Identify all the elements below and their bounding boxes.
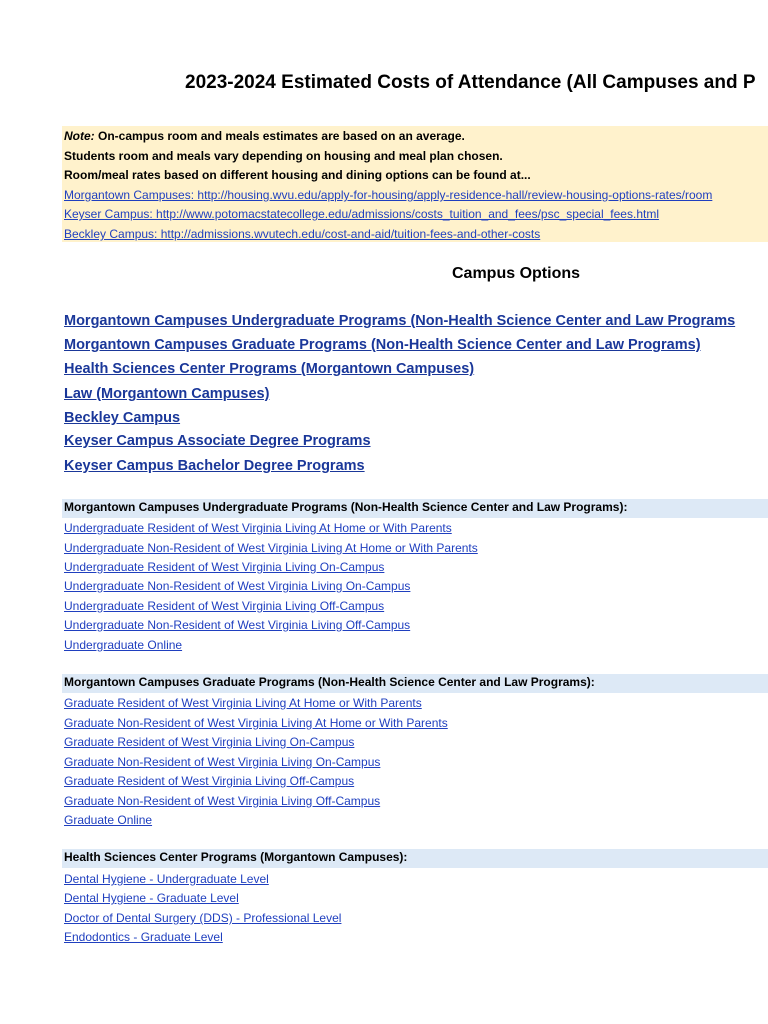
list-item[interactable]: Graduate Resident of West Virginia Living At Home or With Parents xyxy=(64,696,422,710)
morgantown-housing-link[interactable]: Morgantown Campuses: http://housing.wvu.edu/apply-for-housing/apply-residence-hall/review-housing-options-rates/room xyxy=(64,188,713,202)
section-header-undergrad xyxy=(62,499,768,518)
list-item[interactable]: Graduate Non-Resident of West Virginia Living Off-Campus xyxy=(64,794,381,808)
beckley-costs-link[interactable]: Beckley Campus: http://admissions.wvutech.edu/cost-and-aid/tuition-fees-and-other-costs xyxy=(64,227,541,241)
page-title: 2023-2024 Estimated Costs of Attendance (All Campuses and P xyxy=(185,72,756,93)
list-item[interactable]: Graduate Online xyxy=(64,813,153,827)
list-item[interactable]: Graduate Resident of West Virginia Living On-Campus xyxy=(64,735,355,749)
list-item[interactable]: Graduate Non-Resident of West Virginia Living At Home or With Parents xyxy=(64,716,448,730)
note-line-1 xyxy=(64,128,465,144)
list-item[interactable]: Undergraduate Non-Resident of West Virginia Living On-Campus xyxy=(64,579,411,593)
section-title: Morgantown Campuses Graduate Programs (Non-Health Science Center and Law Programs): xyxy=(64,675,595,689)
section-title: Morgantown Campuses Undergraduate Programs (Non-Health Science Center and Law Programs): xyxy=(64,500,628,514)
list-item[interactable]: Graduate Resident of West Virginia Living Off-Campus xyxy=(64,774,355,788)
campus-link-keyser-bachelor[interactable]: Keyser Campus Bachelor Degree Programs xyxy=(64,458,365,474)
note-line-3: Room/meal rates based on different housing and dining options can be found at... xyxy=(64,168,531,182)
campus-link-morgantown-undergrad[interactable]: Morgantown Campuses Undergraduate Programs (Non-Health Science Center and Law Programs xyxy=(64,313,736,329)
note-line-2: Students room and meals vary depending on housing and meal plan chosen. xyxy=(64,149,503,163)
note-label: Note: xyxy=(64,129,95,143)
list-item[interactable]: Undergraduate Resident of West Virginia Living At Home or With Parents xyxy=(64,521,452,535)
list-item[interactable]: Endodontics - Graduate Level xyxy=(64,930,223,944)
section-header-health-sciences xyxy=(62,849,768,868)
campus-link-law[interactable]: Law (Morgantown Campuses) xyxy=(64,386,270,402)
list-item[interactable]: Dental Hygiene - Undergraduate Level xyxy=(64,872,269,886)
note-text-1: On-campus room and meals estimates are based on an average. xyxy=(98,129,465,143)
campus-options-heading: Campus Options xyxy=(452,265,581,282)
campus-link-health-sciences[interactable]: Health Sciences Center Programs (Morgantown Campuses) xyxy=(64,361,475,377)
campus-link-beckley[interactable]: Beckley Campus xyxy=(64,410,181,426)
list-item[interactable]: Undergraduate Non-Resident of West Virginia Living At Home or With Parents xyxy=(64,541,478,555)
section-header-grad xyxy=(62,674,768,693)
campus-link-morgantown-grad[interactable]: Morgantown Campuses Graduate Programs (Non-Health Science Center and Law Programs) xyxy=(64,337,701,353)
list-item[interactable]: Undergraduate Resident of West Virginia Living Off-Campus xyxy=(64,599,385,613)
campus-link-keyser-associate[interactable]: Keyser Campus Associate Degree Programs xyxy=(64,433,371,449)
list-item[interactable]: Undergraduate Resident of West Virginia Living On-Campus xyxy=(64,560,385,574)
list-item[interactable]: Graduate Non-Resident of West Virginia Living On-Campus xyxy=(64,755,381,769)
list-item[interactable]: Doctor of Dental Surgery (DDS) - Professional Level xyxy=(64,911,342,925)
keyser-fees-link[interactable]: Keyser Campus: http://www.potomacstatecollege.edu/admissions/costs_tuition_and_fees/psc_special_fees.html xyxy=(64,207,659,221)
list-item[interactable]: Dental Hygiene - Graduate Level xyxy=(64,891,239,905)
list-item[interactable]: Undergraduate Non-Resident of West Virginia Living Off-Campus xyxy=(64,618,411,632)
list-item[interactable]: Undergraduate Online xyxy=(64,638,183,652)
section-title: Health Sciences Center Programs (Morgantown Campuses): xyxy=(64,850,408,864)
